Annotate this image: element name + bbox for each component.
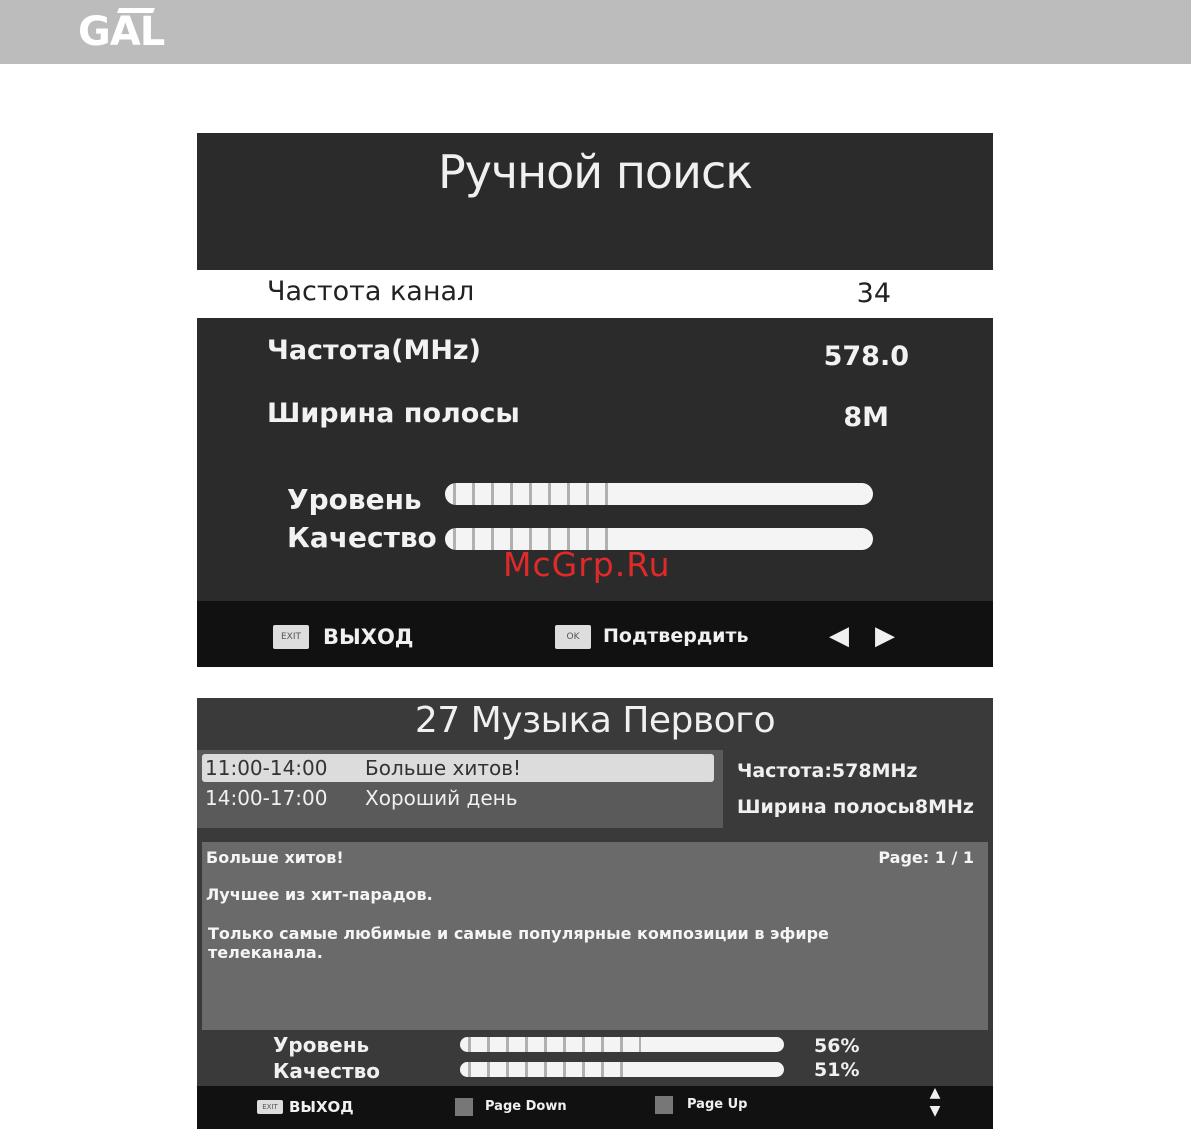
exit-key-icon[interactable]: EXIT: [273, 625, 309, 649]
level-meter-fill: [460, 1037, 641, 1052]
description-line: Только самые любимые и самые популярные композиции в эфире телеканала.: [208, 924, 829, 962]
description-panel: [202, 842, 988, 1030]
frequency-info: Частота:578MHz: [737, 760, 918, 782]
bandwidth-info: Ширина полосы8MHz: [737, 796, 974, 818]
quality-percent: 51%: [814, 1059, 860, 1081]
channel-value[interactable]: 34: [856, 278, 891, 309]
bandwidth-label: Ширина полосы: [267, 398, 520, 429]
watermark: McGrp.Ru: [503, 545, 671, 584]
description-line: Лучшее из хит-парадов.: [206, 885, 433, 904]
epg-item-name[interactable]: Хороший день: [365, 786, 518, 810]
page-up-key-icon[interactable]: [655, 1096, 673, 1114]
up-down-arrows-icon[interactable]: ▲▼: [929, 1085, 941, 1119]
right-arrow-icon[interactable]: ▶: [875, 621, 895, 651]
footer-bar: [197, 601, 993, 667]
screen-title: Ручной поиск: [437, 145, 753, 199]
page-down-key-icon[interactable]: [455, 1098, 473, 1116]
epg-item-time[interactable]: 14:00-17:00: [205, 786, 328, 810]
quality-meter-fill: [460, 1062, 625, 1077]
frequency-value[interactable]: 578.0: [823, 341, 909, 372]
footer-bar: [197, 1086, 993, 1129]
description-title: Больше хитов!: [206, 848, 344, 867]
ok-key-icon[interactable]: OK: [555, 625, 591, 649]
quality-meter: [460, 1062, 784, 1077]
epg-list: [197, 750, 723, 828]
header-bar: [0, 0, 1191, 64]
quality-label: Качество: [287, 521, 437, 554]
confirm-label[interactable]: Подтвердить: [603, 625, 749, 647]
epg-screen: [197, 698, 993, 1129]
page-down-label[interactable]: Page Down: [485, 1099, 567, 1114]
exit-label[interactable]: ВЫХОД: [289, 1098, 354, 1116]
epg-item-time[interactable]: 11:00-14:00: [205, 756, 328, 780]
level-label: Уровень: [287, 483, 422, 516]
epg-item-name[interactable]: Больше хитов!: [365, 756, 522, 780]
level-percent: 56%: [814, 1035, 860, 1057]
brand-logo: GAL: [78, 9, 165, 55]
level-meter: [460, 1037, 784, 1052]
level-meter: [445, 483, 873, 505]
exit-key-icon[interactable]: EXIT: [257, 1100, 283, 1114]
level-meter-fill: [445, 483, 616, 505]
channel-label: Частота канал: [267, 276, 475, 307]
channel-title: 27 Музыка Первого: [414, 700, 776, 741]
quality-label: Качество: [273, 1059, 380, 1083]
left-arrow-icon[interactable]: ◀: [829, 621, 849, 651]
level-label: Уровень: [273, 1033, 370, 1057]
manual-search-screen: [197, 133, 993, 667]
page-indicator: Page: 1 / 1: [878, 848, 974, 867]
exit-label[interactable]: ВЫХОД: [323, 625, 414, 649]
bandwidth-value[interactable]: 8M: [843, 402, 889, 433]
page-up-label[interactable]: Page Up: [687, 1097, 748, 1112]
frequency-label: Частота(MHz): [267, 335, 481, 366]
